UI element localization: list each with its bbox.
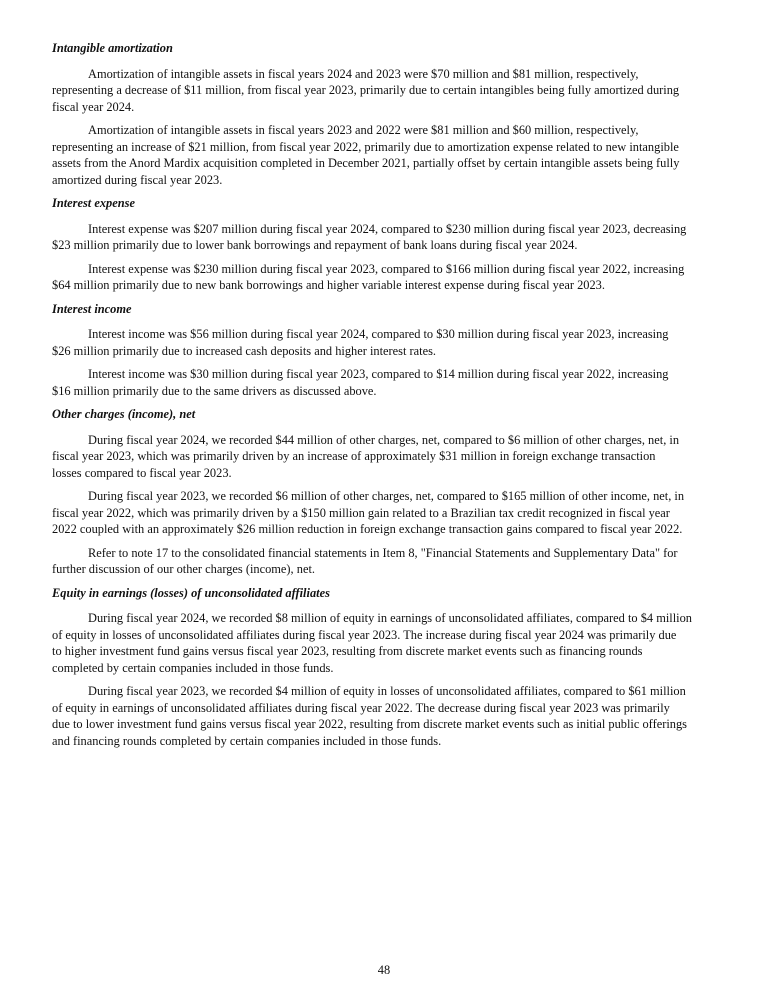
- paragraph-line: of equity in earnings of unconsolidated affiliates during fiscal year 2022. The decrease during fiscal year 2023 was primarily: [52, 700, 670, 715]
- paragraph: [52, 683, 722, 749]
- paragraph-line: Interest income was $30 million during fiscal year 2023, compared to $14 million during fiscal year 2022, increasing: [88, 367, 669, 381]
- page-number: 48: [377, 963, 391, 977]
- paragraph-line: to higher investment fund gains versus fiscal year 2023, resulting from discrete market events such as financing rounds: [52, 644, 643, 658]
- paragraph: [52, 366, 722, 399]
- paragraph-line: representing an increase of $21 million, from fiscal year 2022, primarily due to amortization expense related to new intangible: [52, 139, 679, 154]
- paragraph-line: During fiscal year 2024, we recorded $8 million of equity in earnings of unconsolidated affiliates, compared to $4 million: [88, 611, 693, 625]
- paragraph-line: During fiscal year 2023, we recorded $6 million of other charges, net, compared to $165 million of other income, net, in: [88, 489, 685, 503]
- paragraph-line: $23 million primarily due to lower bank borrowings and repayment of bank loans during fiscal year 2024.: [52, 238, 578, 252]
- section-heading: Equity in earnings (losses) of unconsolidated affiliates: [52, 585, 330, 600]
- paragraph-line: representing a decrease of $11 million, from fiscal year 2023, primarily due to certain intangibles being fully amortized during: [52, 83, 680, 97]
- paragraph-line: During fiscal year 2024, we recorded $44 million of other charges, net, compared to $6 million of other charges, net, in: [88, 432, 680, 447]
- paragraph-line: of equity in losses of unconsolidated affiliates during fiscal year 2023. The increase during fiscal year 2024 was primarily due: [52, 627, 677, 642]
- paragraph-line: Interest expense was $207 million during fiscal year 2024, compared to $230 million during fiscal year 2023, decreasing: [88, 221, 687, 236]
- paragraph-line: fiscal year 2022, which was primarily driven by a $150 million gain related to a Brazilian tax credit recognized in fiscal year: [52, 505, 670, 520]
- paragraph-line: During fiscal year 2023, we recorded $4 million of equity in losses of unconsolidated affiliates, compared to $61 million: [88, 684, 686, 698]
- paragraph: [52, 261, 722, 294]
- paragraph-line: fiscal year 2023, which was primarily driven by an increase of approximately $31 million in foreign exchange transaction: [52, 449, 656, 463]
- paragraph-line: losses compared to fiscal year 2023.: [52, 465, 232, 480]
- paragraph-line: Amortization of intangible assets in fiscal years 2023 and 2022 were $81 million and $60 million, respectively,: [88, 123, 639, 137]
- paragraph-line: Interest income was $56 million during fiscal year 2024, compared to $30 million during fiscal year 2023, increasing: [88, 327, 669, 341]
- section-heading: Other charges (income), net: [52, 407, 196, 421]
- paragraph: [52, 221, 722, 254]
- paragraph-line: $16 million primarily due to the same drivers as discussed above.: [52, 383, 377, 398]
- paragraph: [52, 326, 722, 359]
- paragraph: [52, 432, 722, 482]
- paragraph-line: and financing rounds completed by certain companies included in those funds.: [52, 733, 442, 748]
- paragraph-line: fiscal year 2024.: [52, 99, 135, 114]
- paragraph-line: 2022 coupled with an approximately $26 million reduction in foreign exchange transaction gains compared to fiscal year 2022.: [52, 522, 683, 536]
- paragraph-line: further discussion of our other charges (income), net.: [52, 562, 315, 576]
- section-heading: Interest expense: [52, 196, 135, 210]
- paragraph: [52, 545, 722, 578]
- section-heading: Interest income: [52, 301, 132, 316]
- section-heading: Intangible amortization: [52, 41, 173, 55]
- paragraph-line: Amortization of intangible assets in fiscal years 2024 and 2023 were $70 million and $81 million, respectively,: [88, 66, 639, 81]
- paragraph-line: $64 million primarily due to new bank borrowings and higher variable interest expense during fiscal year 2023.: [52, 278, 605, 292]
- paragraph: [52, 122, 722, 188]
- document-body: [52, 40, 722, 756]
- paragraph-line: amortized during fiscal year 2023.: [52, 172, 223, 187]
- paragraph-line: completed by certain companies included in those funds.: [52, 660, 334, 675]
- paragraph-line: $26 million primarily due to increased cash deposits and higher interest rates.: [52, 343, 437, 358]
- paragraph: [52, 610, 722, 676]
- paragraph: [52, 488, 722, 538]
- paragraph-line: due to lower investment fund gains versus fiscal year 2022, resulting from discrete market events such as initial public offerings: [52, 717, 687, 731]
- paragraph-line: Interest expense was $230 million during fiscal year 2023, compared to $166 million during fiscal year 2022, increasing: [88, 261, 685, 276]
- paragraph-line: assets from the Anord Mardix acquisition completed in December 2021, partially offset by certain intangible assets being fully: [52, 156, 680, 170]
- paragraph-line: Refer to note 17 to the consolidated financial statements in Item 8, "Financial Statements and Supplementary Data" for: [88, 545, 678, 560]
- paragraph: [52, 66, 722, 116]
